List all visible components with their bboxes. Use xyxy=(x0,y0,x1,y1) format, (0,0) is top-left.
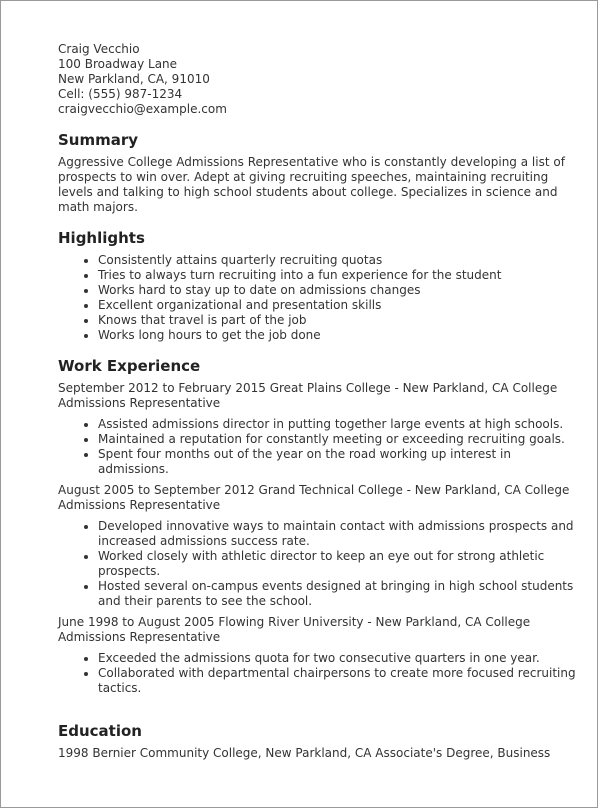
highlights-heading: Highlights xyxy=(58,229,145,247)
highlight-item: • Works long hours to get the job done xyxy=(98,328,583,343)
education-heading: Education xyxy=(58,722,142,740)
highlight-item: • Tries to always turn recruiting into a fun experience for the student xyxy=(98,268,583,283)
job-bullet: • Collaborated with departmental chairpersons to create more focused recruiting tactics. xyxy=(98,666,583,696)
job-entry xyxy=(58,381,583,477)
education-entry: 1998 Bernier Community College, New Parkland, CA Associate's Degree, Business xyxy=(58,746,551,760)
summary-text: Aggressive College Admissions Representative who is constantly developing a list of prospects to win over. Adept at giving recruiting speeches, maintaining recruiting levels and talking to high school students about college. Specializes in science and math majors. xyxy=(58,155,565,214)
job-bullet: • Assisted admissions director in putting together large events at high schools. xyxy=(98,417,583,432)
job-bullet: • Worked closely with athletic director to keep an eye out for strong athletic prospects. xyxy=(98,549,583,579)
contact-cell: Cell: (555) 987-1234 xyxy=(58,87,183,101)
job-bullet: • Hosted several on-campus events designed at bringing in high school students and their parents to see the school. xyxy=(98,579,583,609)
contact-email: craigvecchio@example.com xyxy=(58,102,227,116)
job-bullet: • Developed innovative ways to maintain contact with admissions prospects and increased admissions success rate. xyxy=(98,519,583,549)
job-bullets xyxy=(58,417,583,477)
contact-street: 100 Broadway Lane xyxy=(58,57,178,71)
highlight-item: • Excellent organizational and presentation skills xyxy=(98,298,583,313)
highlight-item: • Consistently attains quarterly recruiting quotas xyxy=(98,253,583,268)
job-bullets xyxy=(58,651,583,696)
job-header: June 1998 to August 2005 Flowing River University - New Parkland, CA College Admissions Representative xyxy=(58,615,531,644)
contact-block xyxy=(58,42,583,117)
contact-city: New Parkland, CA, 91010 xyxy=(58,72,210,86)
job-header: September 2012 to February 2015 Great Plains College - New Parkland, CA College Admissions Representative xyxy=(58,381,558,410)
job-entry xyxy=(58,483,583,609)
job-bullets xyxy=(58,519,583,609)
contact-name: Craig Vecchio xyxy=(58,42,140,56)
experience-heading: Work Experience xyxy=(58,357,201,375)
job-entry xyxy=(58,615,583,696)
job-header: August 2005 to September 2012 Grand Technical College - New Parkland, CA College Admissions Representative xyxy=(58,483,570,512)
highlights-list xyxy=(58,253,583,343)
resume-content xyxy=(58,42,583,761)
job-bullet: • Exceeded the admissions quota for two consecutive quarters in one year. xyxy=(98,651,583,666)
summary-heading: Summary xyxy=(58,131,139,149)
highlight-item: • Knows that travel is part of the job xyxy=(98,313,583,328)
job-bullet: • Maintained a reputation for constantly meeting or exceeding recruiting goals. xyxy=(98,432,583,447)
job-bullet: • Spent four months out of the year on the road working up interest in admissions. xyxy=(98,447,583,477)
highlight-item: • Works hard to stay up to date on admissions changes xyxy=(98,283,583,298)
